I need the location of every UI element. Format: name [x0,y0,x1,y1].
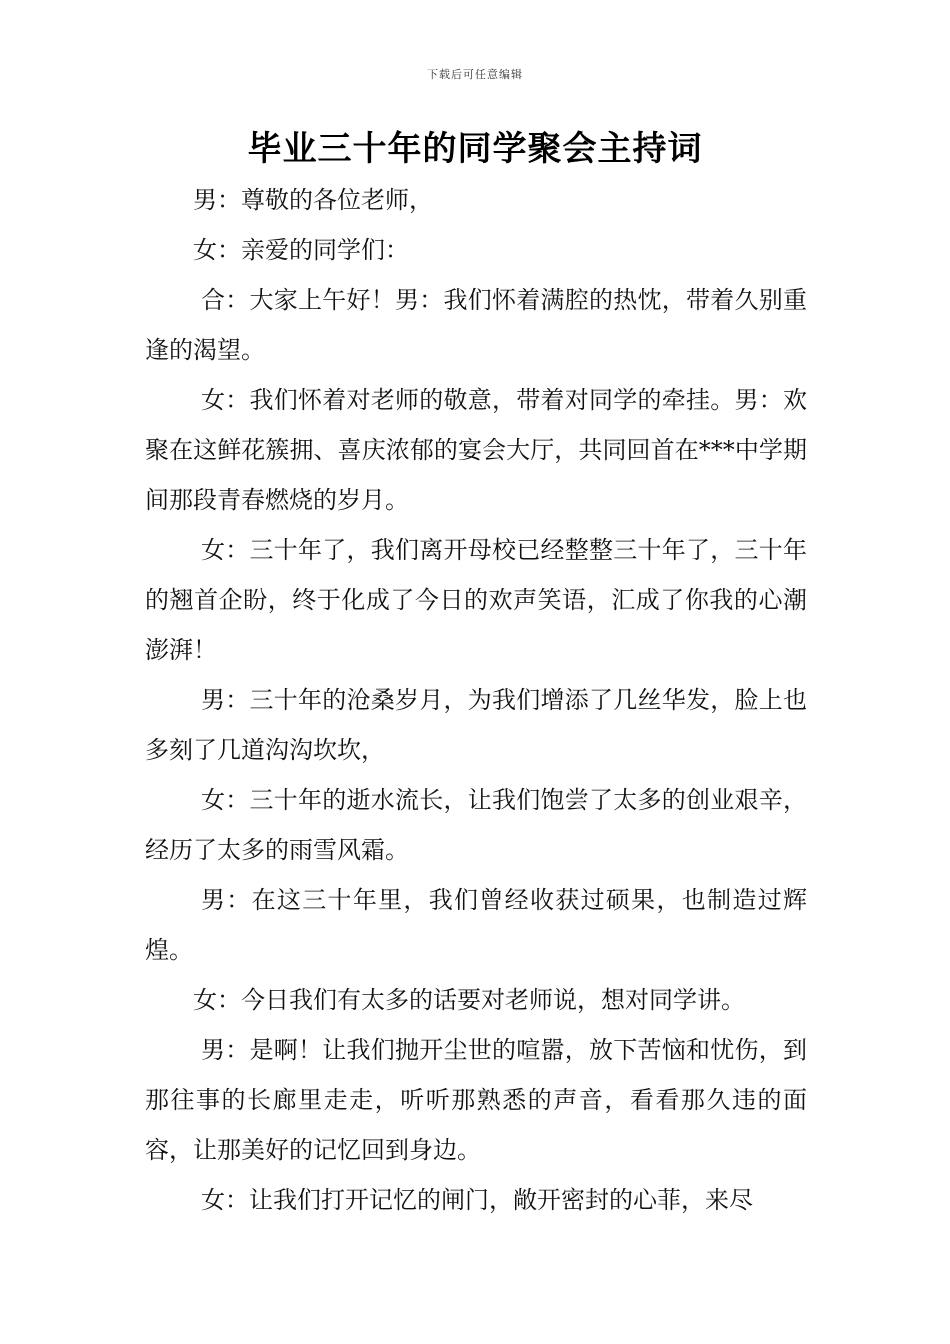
paragraph-9: 女：今日我们有太多的话要对老师说，想对同学讲。 [193,986,745,1014]
paragraph-10: 男：是啊！让我们抛开尘世的喧嚣，放下苦恼和忧伤，到那往事的长廊里走走，听听那熟悉的声音，看看那久违的面容，让那美好的记忆回到身边。 [145,1036,807,1164]
paragraph-11: 女：让我们打开记忆的闸门，敞开密封的心菲，来尽 [201,1186,753,1214]
paragraph-4: 女：我们怀着对老师的敬意，带着对同学的牵挂。男：欢聚在这鲜花簇拥、喜庆浓郁的宴会大厅，共同回首在***中学期间那段青春燃烧的岁月。 [145,386,807,514]
paragraph-6: 男：三十年的沧桑岁月，为我们增添了几丝华发，脸上也多刻了几道沟沟坎坎， [145,686,807,764]
paragraph-7: 女：三十年的逝水流长，让我们饱尝了太多的创业艰辛，经历了太多的雨雪风霜。 [145,786,807,864]
document-title: 毕业三十年的同学聚会主持词 [247,129,703,169]
paragraph-1: 男：尊敬的各位老师， [193,186,433,214]
paragraph-3: 合：大家上午好！男：我们怀着满腔的热忱，带着久别重逢的渴望。 [145,286,807,364]
paragraph-2: 女：亲爱的同学们： [193,236,409,264]
header-note: 下载后可任意编辑 [427,68,523,81]
document-body [145,175,807,1225]
paragraph-5: 女：三十年了，我们离开母校已经整整三十年了，三十年的翘首企盼，终于化成了今日的欢声笑语，汇成了你我的心潮澎湃！ [145,536,807,664]
paragraph-8: 男：在这三十年里，我们曾经收获过硕果，也制造过辉煌。 [145,886,807,964]
